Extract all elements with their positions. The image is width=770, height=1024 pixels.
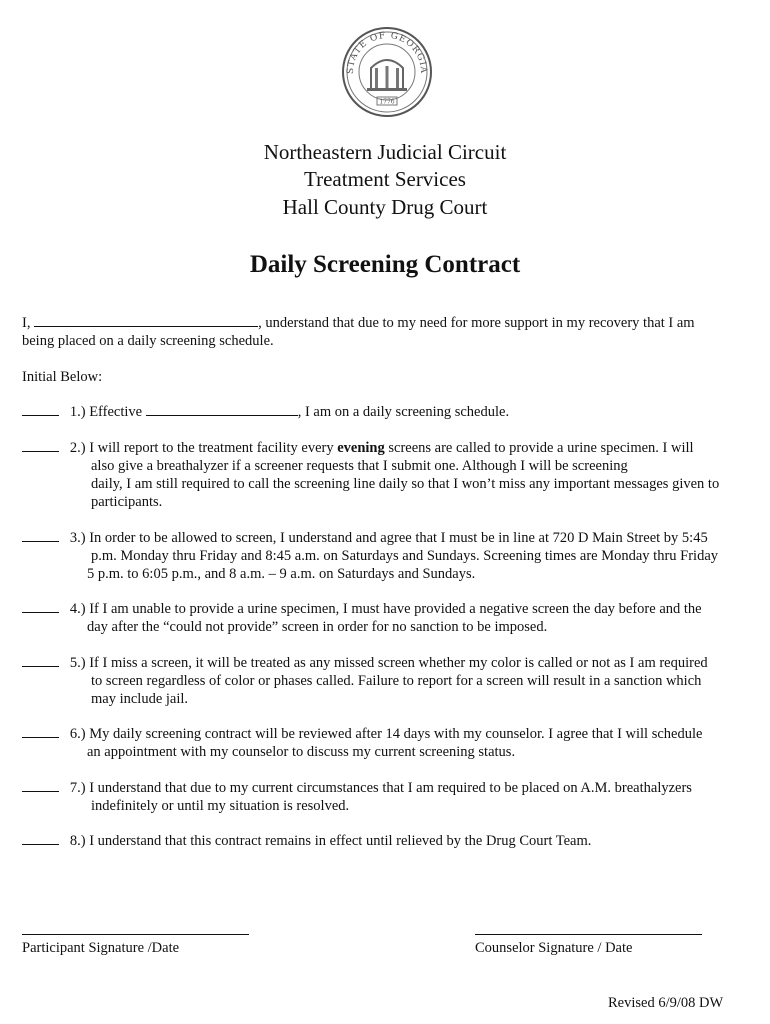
item-6-line-2: an appointment with my counselor to discuss my current screening status.	[87, 744, 516, 760]
initial-blank-8[interactable]	[22, 832, 59, 845]
seal-year: 1776	[379, 98, 395, 106]
participant-signature-line[interactable]	[22, 934, 249, 935]
item-7	[22, 779, 692, 797]
intro-prefix: I,	[22, 315, 35, 331]
item-3	[22, 529, 708, 547]
initial-blank-4[interactable]	[22, 600, 59, 613]
document-title: Daily Screening Contract	[249, 251, 521, 278]
counselor-signature-label: Counselor Signature / Date	[475, 940, 633, 956]
item-8	[22, 832, 591, 850]
item-3-line-1: 3.) In order to be allowed to screen, I understand and agree that I must be in line at 720 D Main Street by 5:45	[69, 530, 708, 546]
item-4-line-2: day after the “could not provide” screen in order for no sanction to be imposed.	[87, 619, 548, 635]
item-6-line-1: 6.) My daily screening contract will be reviewed after 14 days with my counselor. I agree that I will schedule	[69, 726, 703, 742]
initial-below-label: Initial Below:	[22, 369, 103, 385]
revision-note: Revised 6/9/08 DW	[608, 995, 724, 1011]
item-1	[22, 403, 509, 421]
item-2-line-4: participants.	[91, 494, 163, 510]
item-2-line-3: daily, I am still required to call the screening line daily so that I won’t miss any important messages given to	[91, 476, 720, 492]
initial-blank-7[interactable]	[22, 779, 59, 792]
name-blank[interactable]	[34, 314, 258, 327]
item-8-line-1: 8.) I understand that this contract remains in effect until relieved by the Drug Court Team.	[69, 833, 592, 849]
initial-blank-1[interactable]	[22, 403, 59, 416]
initial-blank-5[interactable]	[22, 654, 59, 667]
intro-line-1	[22, 314, 695, 332]
item-2-bold: evening	[337, 440, 385, 456]
item-7-line-2: indefinitely or until my situation is resolved.	[91, 798, 350, 814]
item-5	[22, 654, 708, 672]
intro-line-2: being placed on a daily screening schedule.	[22, 333, 274, 349]
item-6	[22, 725, 702, 743]
item-2	[22, 439, 694, 457]
seal-text: STATE OF GEORGIA	[345, 30, 429, 75]
counselor-signature-line[interactable]	[475, 934, 702, 935]
item-1-text: , I am on a daily screening schedule.	[297, 404, 510, 420]
item-4	[22, 600, 702, 618]
item-2-line-2: also give a breathalyzer if a screener requests that I submit one. Although I will be screening	[91, 458, 628, 474]
initial-blank-6[interactable]	[22, 725, 59, 738]
header-services: Treatment Services	[304, 167, 466, 191]
header-court: Hall County Drug Court	[282, 195, 488, 219]
item-3-line-2: p.m. Monday thru Friday and 8:45 a.m. on Saturdays and Sundays. Screening times are Monday thru Friday	[91, 548, 719, 564]
item-1-label: 1.) Effective	[69, 404, 146, 420]
item-3-line-3: 5 p.m. to 6:05 p.m., and 8 a.m. – 9 a.m. on Saturdays and Sundays.	[87, 566, 476, 582]
item-2-text-b: screens are called to provide a urine specimen. I will	[384, 440, 694, 456]
item-4-line-1: 4.) If I am unable to provide a urine specimen, I must have provided a negative screen the day before and the	[69, 601, 702, 617]
initial-blank-3[interactable]	[22, 529, 59, 542]
item-2-text-a: 2.) I will report to the treatment facility every	[69, 440, 338, 456]
item-5-line-2: to screen regardless of color or phases called. Failure to report for a screen will result in a sanction which	[91, 673, 702, 689]
effective-date-blank[interactable]	[146, 403, 298, 416]
state-of-georgia-seal	[341, 26, 433, 118]
participant-signature-label: Participant Signature /Date	[22, 940, 180, 956]
initial-blank-2[interactable]	[22, 439, 59, 452]
item-5-line-1: 5.) If I miss a screen, it will be treated as any missed screen whether my color is called or not as I am required	[69, 655, 708, 671]
item-7-line-1: 7.) I understand that due to my current circumstances that I am required to be placed on A.M. breathalyzers	[69, 780, 692, 796]
item-5-line-3: may include jail.	[91, 691, 189, 707]
header-circuit: Northeastern Judicial Circuit	[263, 140, 507, 164]
intro-text: , understand that due to my need for more support in my recovery that I am	[258, 315, 695, 331]
